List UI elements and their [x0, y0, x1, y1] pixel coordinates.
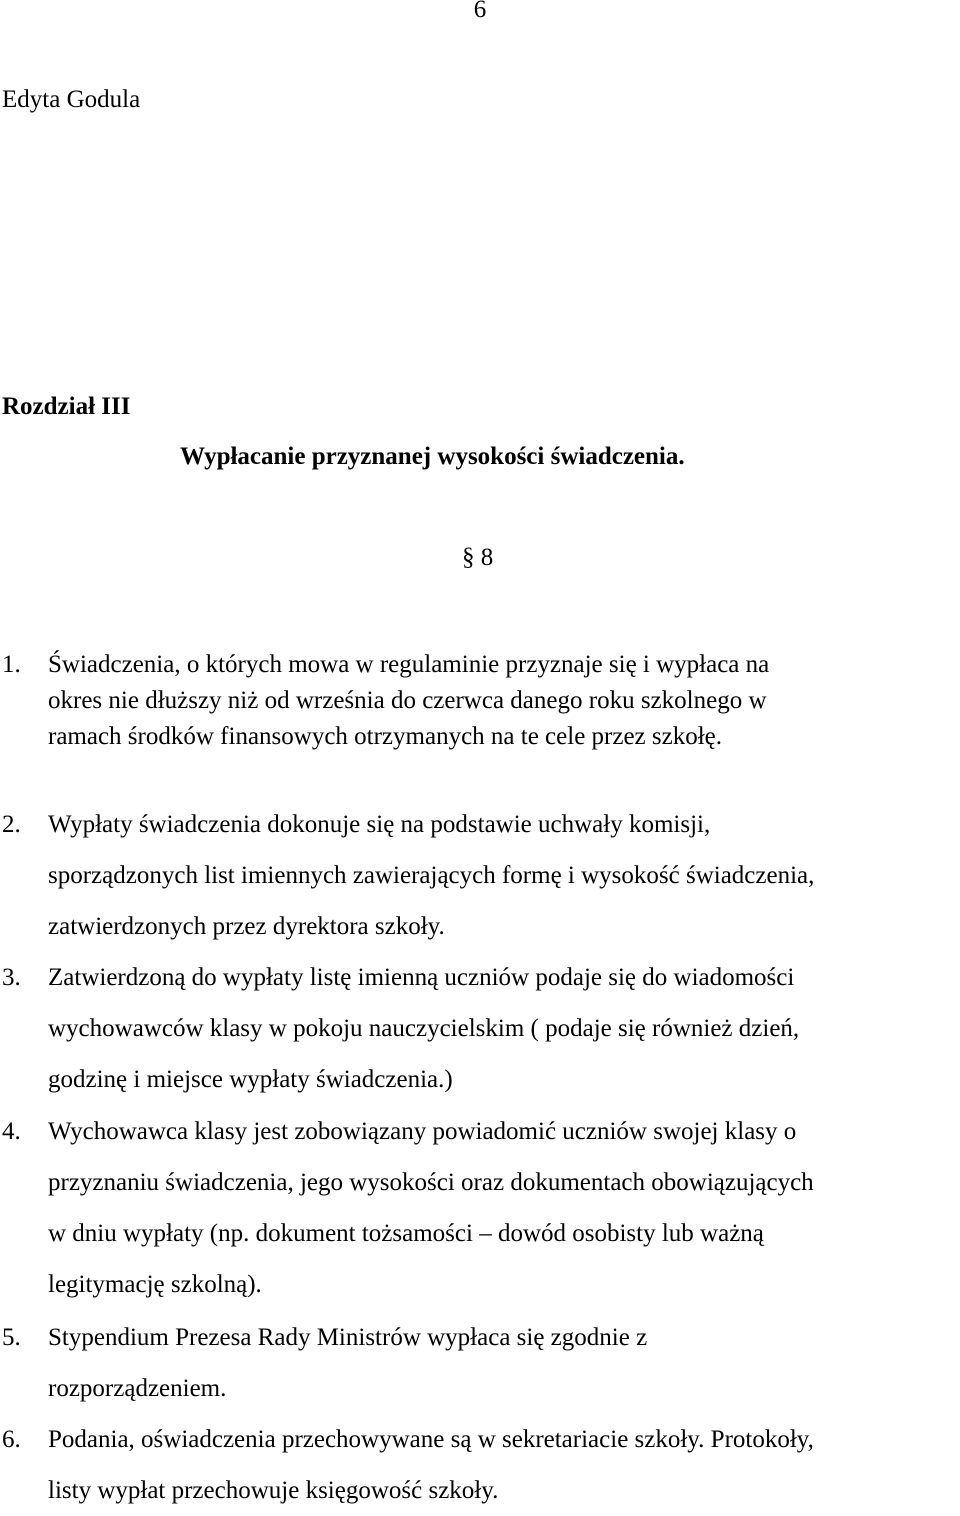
- list-item-number: 2.: [2, 811, 21, 838]
- text-line: Wypłaty świadczenia dokonuje się na podstawie uchwały komisji,: [48, 811, 711, 838]
- text-line: Zatwierdzoną do wypłaty listę imienną uczniów podaje się do wiadomości: [48, 964, 795, 991]
- text-line: zatwierdzonych przez dyrektora szkoły.: [48, 913, 445, 940]
- chapter-title: Wypłacanie przyznanej wysokości świadczenia.: [180, 443, 685, 470]
- text-line: legitymację szkolną).: [48, 1271, 262, 1298]
- list-item-text: [48, 799, 958, 952]
- author-name: Edyta Godula: [2, 86, 141, 113]
- text-line: rozporządzeniem.: [48, 1375, 227, 1402]
- list-item-number: 3.: [2, 964, 21, 991]
- text-line: godzinę i miejsce wypłaty świadczenia.): [48, 1066, 453, 1093]
- text-line: wychowawców klasy w pokoju nauczycielskim ( podaje się również dzień,: [48, 1015, 800, 1042]
- text-line: okres nie dłuższy niż od września do czerwca danego roku szkolnego w: [48, 687, 767, 714]
- list-item-text: [48, 1312, 958, 1414]
- text-line: w dniu wypłaty (np. dokument tożsamości – dowód osobisty lub ważną: [48, 1220, 764, 1247]
- list-item-number: 4.: [2, 1118, 21, 1145]
- list-item-text: [48, 1414, 958, 1516]
- list-item-text: [48, 952, 958, 1105]
- text-line: Wychowawca klasy jest zobowiązany powiadomić uczniów swojej klasy o: [48, 1118, 797, 1145]
- list-item-number: 6.: [2, 1426, 21, 1453]
- text-line: Świadczenia, o których mowa w regulaminie przyznaje się i wypłaca na: [48, 651, 770, 678]
- list-item-text: [48, 647, 958, 755]
- list-item-number: 1.: [2, 651, 21, 678]
- text-line: listy wypłat przechowuje księgowość szkoły.: [48, 1477, 499, 1504]
- text-line: przyznaniu świadczenia, jego wysokości oraz dokumentach obowiązujących: [48, 1169, 814, 1196]
- text-line: ramach środków finansowych otrzymanych na te cele przez szkołę.: [48, 723, 723, 750]
- text-line: Podania, oświadczenia przechowywane są w sekretariacie szkoły. Protokoły,: [48, 1426, 814, 1453]
- text-line: sporządzonych list imiennych zawierających formę i wysokość świadczenia,: [48, 862, 815, 889]
- chapter-label: Rozdział III: [2, 393, 131, 420]
- list-item-number: 5.: [2, 1324, 21, 1351]
- text-line: Stypendium Prezesa Rady Ministrów wypłaca się zgodnie z: [48, 1324, 648, 1351]
- list-item-text: [48, 1106, 958, 1310]
- page-number: 6: [473, 0, 487, 23]
- section-mark: § 8: [462, 544, 494, 571]
